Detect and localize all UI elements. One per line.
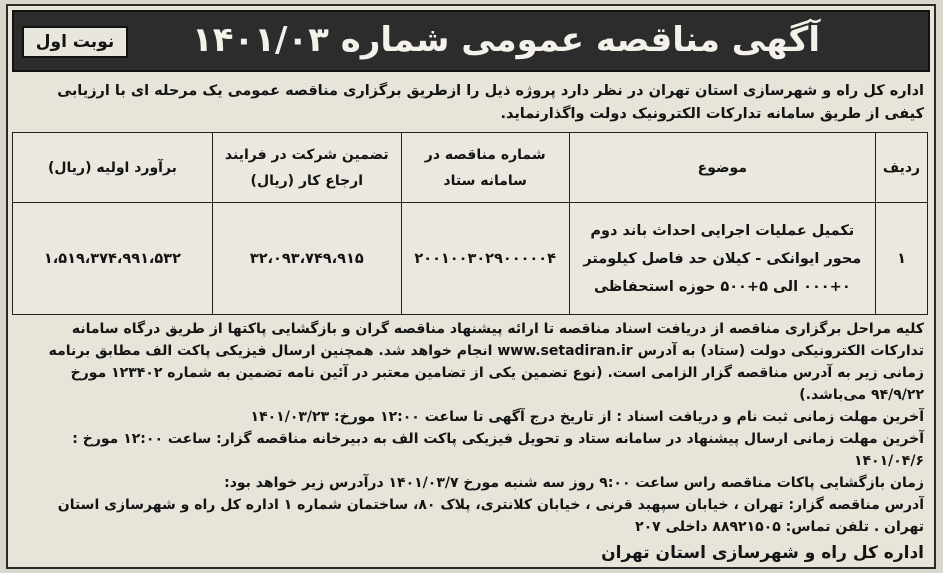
issuer-signature: اداره کل راه و شهرسازی استان تهران (601, 543, 924, 563)
tender-table (12, 132, 928, 315)
header-subject: موضوع (569, 133, 875, 203)
opening-time: زمان بازگشایی پاکات مناقصه راس ساعت ۹:۰۰ روز سه شنبه مورخ ۱۴۰۱/۰۳/۷ درآدرس زیر خواهد بود: (224, 475, 924, 491)
header-estimate: برآورد اولیه (ریال) (13, 133, 213, 203)
cell-estimate: ۱،۵۱۹،۳۷۴،۹۹۱،۵۳۲ (13, 203, 213, 315)
cell-tender-number: ۲۰۰۱۰۰۳۰۲۹۰۰۰۰۰۴ (401, 203, 569, 315)
tender-notice (6, 4, 936, 569)
header-row-number: ردیف (876, 133, 928, 203)
process-text-start: کلیه مراحل برگزاری مناقصه از دریافت اسناد مناقصه تا ارائه پیشنهاد مناقصه گران و بازگشایی پاکتها از طریق درگاه سامانه تدارکات الکترونیکی دولت (ستاد) به آدرس (71, 321, 924, 359)
registration-deadline: آخرین مهلت زمانی ثبت نام و دریافت اسناد : از تاریخ درج آگهی تا ساعت ۱۲:۰۰ مورخ: ۱۴۰۱/۰۳/۲۳ (250, 409, 924, 425)
title-banner (12, 10, 930, 72)
table-header-row (13, 133, 928, 203)
header-tender-number: شماره مناقصه در سامانه ستاد (401, 133, 569, 203)
notice-title: آگهی مناقصه عمومی شماره ۱۴۰۱/۰۳ (191, 20, 821, 60)
process-paragraph (18, 318, 924, 406)
contact-address: آدرس مناقصه گزار: تهران ، خیابان سپهبد قرنی ، خیابان کلانتری، پلاک ۸۰، ساختمان شماره ۱ اداره کل راه و شهرسازی استان تهران . تلفن تماس: ۸۸۹۲۱۵۰۵ داخلی ۲۰۷ (57, 497, 924, 535)
cell-subject: تکمیل عملیات اجرایی احداث باند دوم محور ایوانکی - کیلان حد فاصل کیلومتر ۰+۰۰۰ الی ۵+۵۰۰ حوزه استحفاظی (569, 203, 875, 315)
process-text-end: انجام خواهد شد. همچنین ارسال فیزیکی پاکت الف مطابق برنامه زمانی زیر به آدرس مناقصه گزار الزامی است. (نوع تضمین یکی از تضامین معتبر در آئین نامه تضمین به شماره ۱۲۳۴۰۲ مورخ ۹۴/۹/۲۲ می‌باشد.) (48, 343, 924, 403)
notice-body (18, 318, 924, 538)
header-guarantee: تضمین شرکت در فرایند ارجاع کار (ریال) (212, 133, 401, 203)
setad-url-link: www.setadiran.ir (497, 343, 633, 359)
cell-row-number: ۱ (876, 203, 928, 315)
intro-paragraph: اداره کل راه و شهرسازی استان تهران در نظر دارد پروژه ذیل را ازطریق برگزاری مناقصه عمومی یک مرحله ای با ارزیابی کیفی از طریق سامانه تدارکات الکترونیک دولت واگذارنماید. (57, 83, 924, 122)
submission-deadline: آخرین مهلت زمانی ارسال پیشنهاد در سامانه ستاد و تحویل فیزیکی پاکت الف به دبیرخانه مناقصه گزار: ساعت ۱۲:۰۰ مورخ : ۱۴۰۱/۰۴/۶ (72, 431, 924, 469)
table-row (13, 203, 928, 315)
round-badge: نوبت اول (22, 26, 128, 58)
cell-guarantee: ۳۲،۰۹۳،۷۴۹،۹۱۵ (212, 203, 401, 315)
